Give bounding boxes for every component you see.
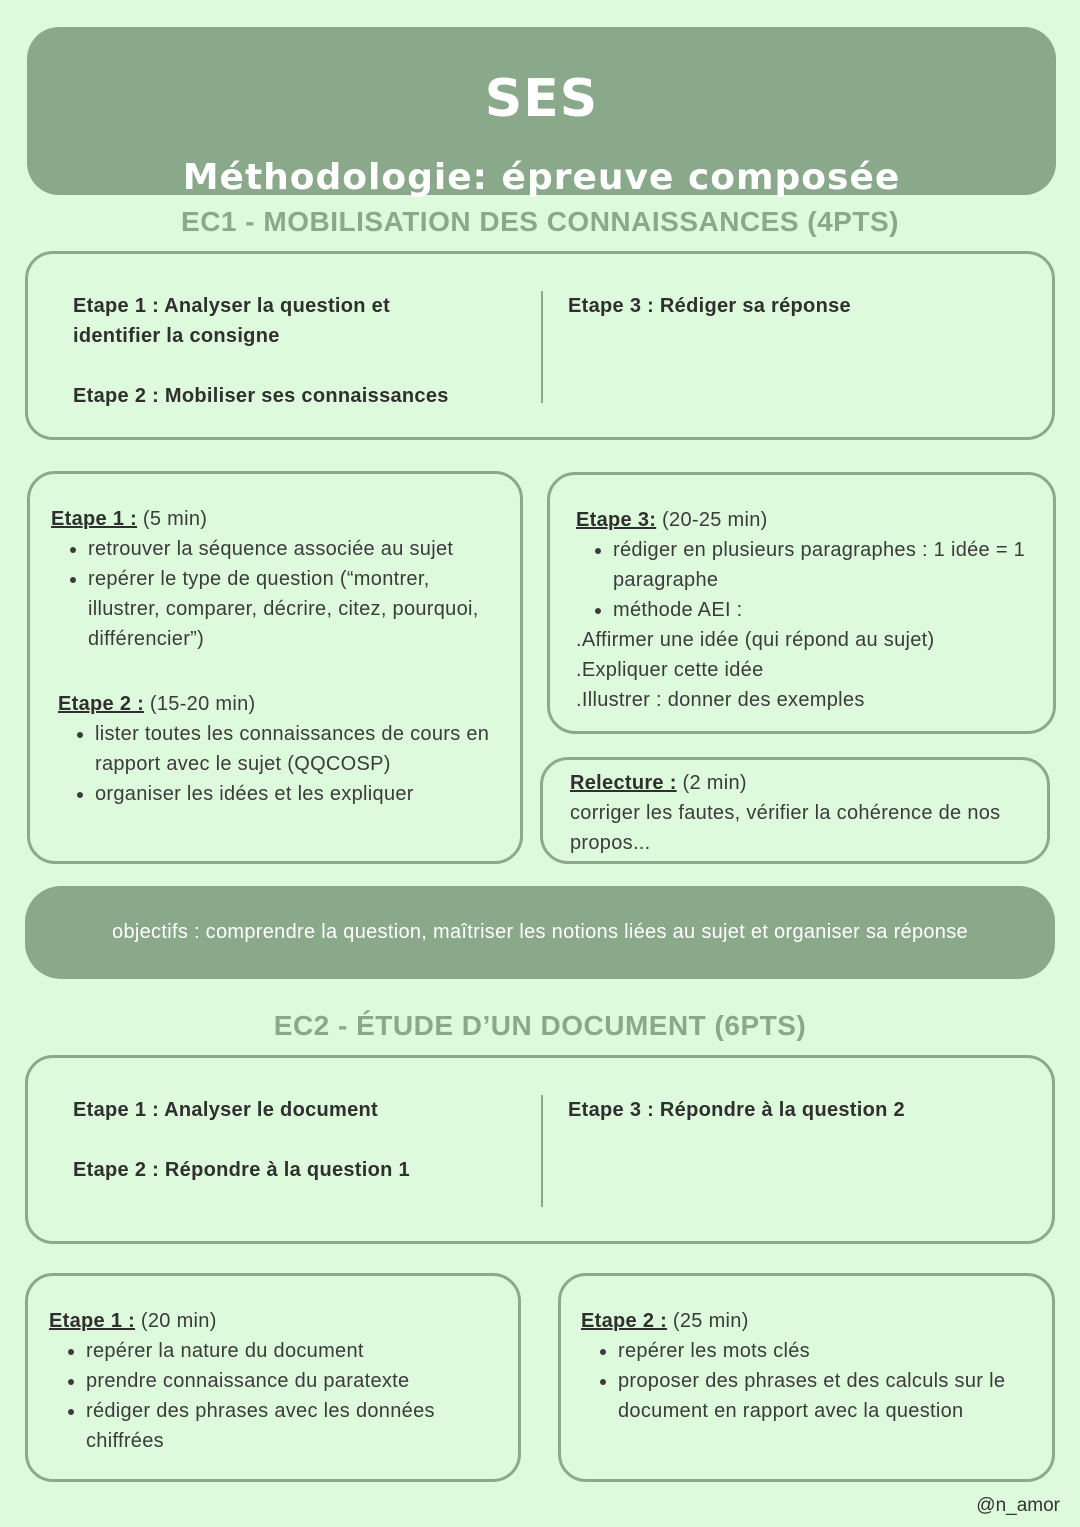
ec2-summary-step1: Etape 1 : Analyser le document [73, 1099, 379, 1121]
ec1-step2-label: Etape 2 : [58, 693, 145, 715]
ec2-step2-time: (25 min) [667, 1310, 749, 1332]
ec2-summary-step3: Etape 3 : Répondre à la question 2 [568, 1099, 905, 1121]
ec1-summary-divider [541, 291, 543, 403]
ec2-summary-step2: Etape 2 : Répondre à la question 1 [73, 1159, 410, 1181]
ec1-section-title: EC1 - MOBILISATION DES CONNAISSANCES (4PTS) [181, 206, 899, 237]
ec1-step2-time: (15-20 min) [144, 693, 256, 715]
ec2-section-title: EC2 - ÉTUDE D’UN DOCUMENT (6PTS) [273, 1010, 807, 1041]
ec1-detail-right-box [547, 472, 1056, 734]
ec1-summary-step3: Etape 3 : Rédiger sa réponse [568, 295, 851, 317]
ec2-step2-detail [581, 1306, 1031, 1426]
ec1-step1-label: Etape 1 : [51, 508, 138, 530]
ec1-step1-detail [51, 504, 501, 654]
header-banner [27, 27, 1056, 198]
ec2-summary-divider [541, 1095, 543, 1207]
objectives-banner: objectifs : comprendre la question, maîtriser les notions liées au sujet et organiser sa réponse [25, 886, 1055, 979]
list-item: • proposer des phrases et des calculs sur le document en rapport avec la question [618, 1366, 1031, 1426]
ec1-step3-label: Etape 3: [576, 509, 657, 531]
ec1-step1-time: (5 min) [137, 508, 208, 530]
relecture-box [540, 757, 1050, 864]
ec1-step2-detail [58, 689, 498, 809]
page-subtitle: Méthodologie: épreuve composée [182, 157, 901, 198]
relecture-detail [570, 768, 1040, 858]
list-item: • repérer le type de question (“montrer, illustrer, comparer, décrire, citez, pourquoi, différencier”) [88, 564, 501, 654]
relecture-label: Relecture : [570, 772, 677, 794]
list-item: • rédiger des phrases avec les données chiffrées [86, 1396, 499, 1456]
relecture-text: corriger les fautes, vérifier la cohérence de nos propos... [570, 802, 1001, 854]
ec2-step1-time: (20 min) [135, 1310, 217, 1332]
ec2-summary-box [25, 1055, 1055, 1244]
list-item: • prendre connaissance du paratexte [86, 1366, 499, 1396]
ec2-step1-label: Etape 1 : [49, 1310, 136, 1332]
relecture-time: (2 min) [676, 772, 747, 794]
ec2-step2-label: Etape 2 : [581, 1310, 668, 1332]
ec1-step3-time: (20-25 min) [656, 509, 768, 531]
ec1-summary-box [25, 251, 1055, 440]
ec1-detail-left-box [27, 471, 523, 864]
aei-line: .Affirmer une idée (qui répond au sujet) [576, 629, 935, 651]
ec2-detail-left-box [25, 1273, 521, 1482]
list-item: • méthode AEI : [613, 595, 1046, 625]
list-item: • retrouver la séquence associée au sujet [88, 534, 501, 564]
ec2-step1-detail [49, 1306, 499, 1456]
ec1-step3-detail [576, 505, 1046, 715]
ec1-summary-step2: Etape 2 : Mobiliser ses connaissances [73, 385, 449, 407]
list-item: • rédiger en plusieurs paragraphes : 1 idée = 1 paragraphe [613, 535, 1046, 595]
list-item: • lister toutes les connaissances de cours en rapport avec le sujet (QQCOSP) [95, 719, 498, 779]
list-item: • organiser les idées et les expliquer [95, 779, 498, 809]
ec1-summary-step1: Etape 1 : Analyser la question et identifier la consigne [73, 295, 391, 347]
page-title: SES [484, 69, 599, 129]
list-item: • repérer la nature du document [86, 1336, 499, 1366]
aei-line: .Illustrer : donner des exemples [576, 689, 865, 711]
ec2-detail-right-box [558, 1273, 1055, 1482]
aei-line: .Expliquer cette idée [576, 659, 764, 681]
author-credit: @n_amor [976, 1495, 1060, 1516]
list-item: • repérer les mots clés [618, 1336, 1031, 1366]
